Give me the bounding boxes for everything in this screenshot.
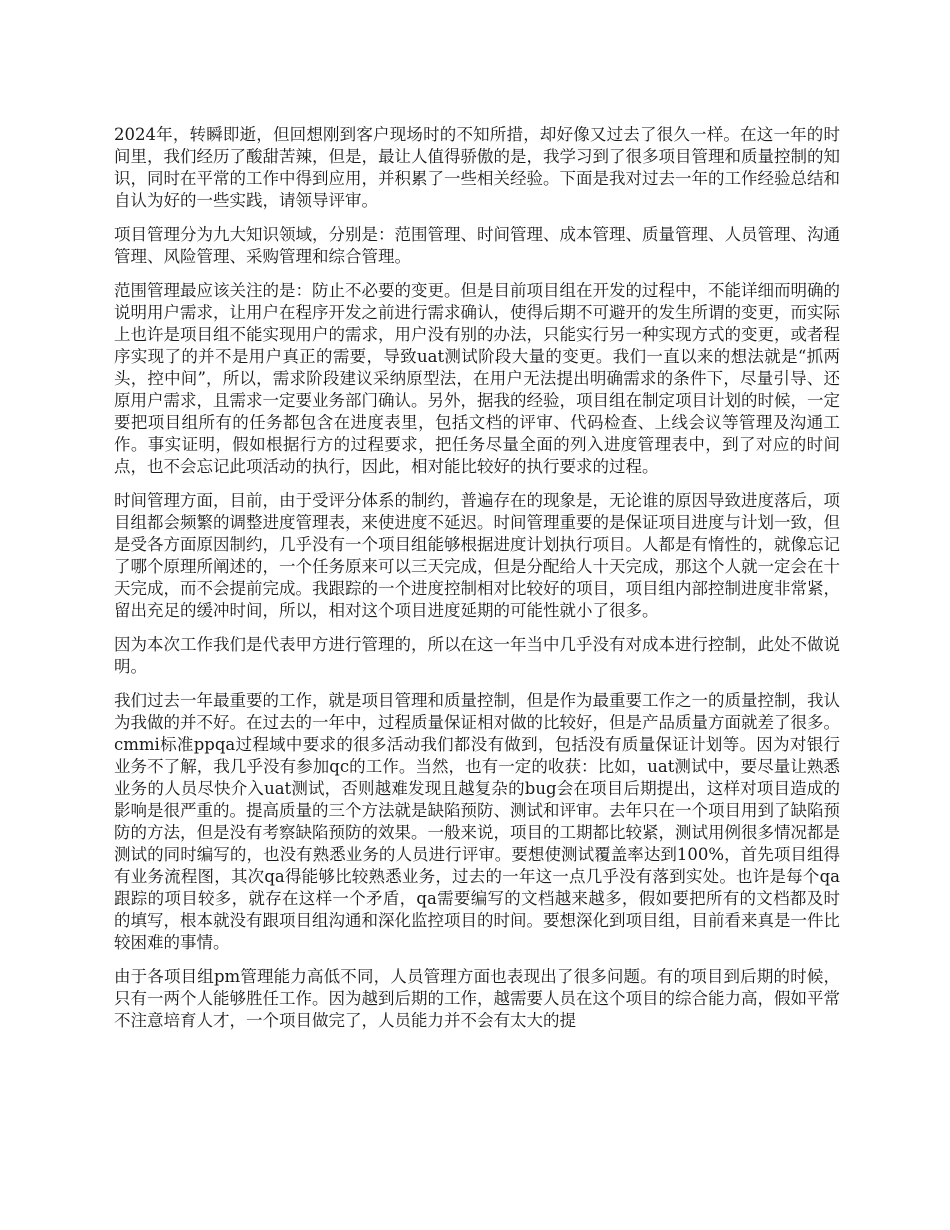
paragraph-cost-management: 因为本次工作我们是代表甲方进行管理的，所以在这一年当中几乎没有对成本进行控制，此处不做说明。: [114, 635, 840, 676]
paragraph-knowledge-areas: 项目管理分为九大知识领域，分别是：范围管理、时间管理、成本管理、质量管理、人员管理、沟通管理、风险管理、采购管理和综合管理。: [114, 225, 840, 266]
paragraph-quality-management: 我们过去一年最重要的工作，就是项目管理和质量控制，但是作为最重要工作之一的质量控制，我认为我做的并不好。在过去的一年中，过程质量保证相对做的比较好，但是产品质量方面就差了很多。cmmi标准ppqa过程域中要求的很多活动我们都没有做到，包括没有质量保证计划等。因为对银行业务不了解，我几乎没有参加qc的工作。当然，也有一定的收获：比如，uat测试中，要尽量让熟悉业务的人员尽快介入uat测试，否则越难发现且越复杂的bug会在项目后期提出，这样对项目造成的影响是很严重的。提高质量的三个方法就是缺陷预防、测试和评审。去年只在一个项目用到了缺陷预防的方法，但是没有考察缺陷预防的效果。一般来说，项目的工期都比较紧，测试用例很多情况都是测试的同时编写的，也没有熟悉业务的人员进行评审。要想使测试覆盖率达到100%，首先项目组得有业务流程图，其次qa得能够比较熟悉业务，过去的一年这一点几乎没有落到实处。也许是每个qa跟踪的项目较多，就存在这样一个矛盾，qa需要编写的文档越来越多，假如要把所有的文档都及时的填写，根本就没有跟项目组沟通和深化监控项目的时间。要想深化到项目组，目前看来真是一件比较困难的事情。: [114, 691, 840, 952]
paragraph-people-management: 由于各项目组pm管理能力高低不同，人员管理方面也表现出了很多问题。有的项目到后期的时候，只有一两个人能够胜任工作。因为越到后期的工作，越需要人员在这个项目的综合能力高，假如平常不注意培育人才，一个项目做完了，人员能力并不会有太大的提: [114, 967, 840, 1030]
document-body: [114, 124, 840, 1044]
paragraph-time-management: 时间管理方面，目前，由于受评分体系的制约，普遍存在的现象是，无论谁的原因导致进度落后，项目组都会频繁的调整进度管理表，来使进度不延迟。时间管理重要的是保证项目进度与计划一致，但是受各方面原因制约，几乎没有一个项目组能够根据进度计划执行项目。人都是有惰性的，就像忘记了哪个原理所阐述的，一个任务原来可以三天完成，但是分配给人十天完成，那这个人就一定会在十天完成，而不会提前完成。我跟踪的一个进度控制相对比较好的项目，项目组内部控制进度非常紧，留出充足的缓冲时间，所以，相对这个项目进度延期的可能性就小了很多。: [114, 491, 840, 620]
paragraph-intro: 2024年，转瞬即逝，但回想刚到客户现场时的不知所措，却好像又过去了很久一样。在这一年的时间里，我们经历了酸甜苦辣，但是，最让人值得骄傲的是，我学习到了很多项目管理和质量控制的知识，同时在平常的工作中得到应用，并积累了一些相关经验。下面是我对过去一年的工作经验总结和自认为好的一些实践，请领导评审。: [114, 125, 840, 210]
paragraph-scope-management: 范围管理最应该关注的是：防止不必要的变更。但是目前项目组在开发的过程中，不能详细而明确的说明用户需求，让用户在程序开发之前进行需求确认，使得后期不可避开的发生所谓的变更，而实际上也许是项目组不能实现用户的需求，用户没有别的办法，只能实行另一种实现方式的变更，或者程序实现了的并不是用户真正的需要，导致uat测试阶段大量的变更。我们一直以来的想法就是“抓两头，控中间”，所以，需求阶段建议采纳原型法，在用户无法提出明确需求的条件下，尽量引导、还原用户需求，且需求一定要业务部门确认。另外，据我的经验，项目组在制定项目计划的时候，一定要把项目组所有的任务都包含在进度表里，包括文档的评审、代码检查、上线会议等管理及沟通工作。事实证明，假如根据行方的过程要求，把任务尽量全面的列入进度管理表中，到了对应的时间点，也不会忘记此项活动的执行，因此，相对能比较好的执行要求的过程。: [114, 281, 840, 476]
